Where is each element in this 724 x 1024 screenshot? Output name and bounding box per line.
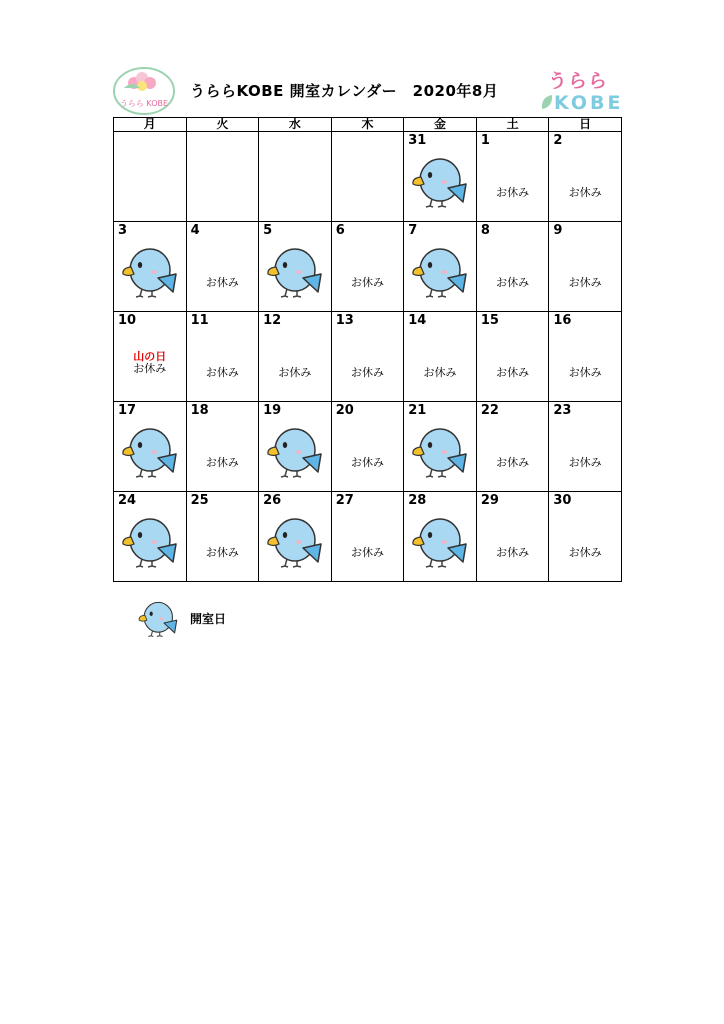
logo-left-text: うらら KOBE [119,99,169,108]
closed-label: お休み [205,546,239,559]
closed-label: お休み [350,546,384,559]
day-number: 20 [335,403,354,418]
day-cell [114,492,187,582]
day-number: 15 [480,313,499,328]
day-number: 4 [190,223,200,238]
day-cell [331,222,404,312]
closed-label: お休み [278,366,312,379]
blue-bird-icon [265,420,327,482]
blue-bird-icon [410,240,472,302]
day-cell [259,222,332,312]
closed-label: お休み [568,276,602,289]
day-cell [186,312,259,402]
closed-label: お休み [496,546,530,559]
closed-label: お休み [205,456,239,469]
day-cell [331,492,404,582]
closed-label: お休み [568,366,602,379]
closed-label: お休み [350,456,384,469]
blue-bird-icon [265,510,327,572]
day-number: 17 [118,403,137,418]
calendar-week-row [114,132,622,222]
urara-kobe-logo [536,66,624,120]
closed-label: お休み [350,276,384,289]
day-number: 31 [408,133,427,148]
day-number: 29 [480,493,499,508]
closed-label: お休み [496,456,530,469]
calendar-week-row [114,222,622,312]
day-cell [476,132,549,222]
day-number: 8 [480,223,490,238]
day-cell [549,222,622,312]
page-title: うららKOBE 開室カレンダー 2020年8月 [190,82,499,100]
weekday-sun: 日 [549,118,622,132]
weekday-fri: 金 [404,118,477,132]
day-number: 1 [480,133,490,148]
calendar-table [113,117,622,582]
day-number: 28 [408,493,427,508]
day-number: 7 [408,223,418,238]
day-number: 12 [263,313,282,328]
day-cell [476,492,549,582]
closed-label: お休み [350,366,384,379]
day-cell [114,402,187,492]
day-cell [186,132,259,222]
blue-bird-icon [410,420,472,482]
day-cell [476,312,549,402]
day-cell [404,312,477,402]
closed-label: お休み [205,276,239,289]
day-cell [404,492,477,582]
day-cell [331,312,404,402]
blue-bird-icon [120,420,182,482]
day-cell [186,402,259,492]
day-cell [549,132,622,222]
day-cell [476,222,549,312]
calendar-body [114,132,622,582]
blue-bird-icon [265,240,327,302]
day-number: 24 [118,493,137,508]
day-number: 6 [335,223,345,238]
weekday-sat: 土 [476,118,549,132]
day-number: 13 [335,313,354,328]
day-number: 10 [118,313,137,328]
day-cell [331,402,404,492]
day-number: 3 [118,223,128,238]
day-cell [114,222,187,312]
day-cell [404,402,477,492]
day-number: 18 [190,403,209,418]
leaf-icon [540,93,554,111]
day-cell [476,402,549,492]
day-number: 16 [553,313,572,328]
day-number: 9 [553,223,563,238]
day-number: 27 [335,493,354,508]
day-cell [114,312,187,402]
closed-label: お休み [568,456,602,469]
day-number: 19 [263,403,282,418]
closed-label: お休み [496,366,530,379]
closed-label: お休み [568,186,602,199]
day-cell [549,402,622,492]
closed-label: お休み [496,276,530,289]
day-number: 25 [190,493,209,508]
day-number: 21 [408,403,427,418]
closed-label: お休み [423,366,457,379]
closed-label: お休み [133,362,167,375]
day-cell [259,312,332,402]
day-cell [549,492,622,582]
urara-kobe-round-logo [112,66,176,116]
day-number: 30 [553,493,572,508]
legend-label: 開室日 [190,612,227,626]
blue-bird-icon [136,596,182,640]
blue-bird-icon [410,510,472,572]
weekday-tue: 火 [186,118,259,132]
calendar-week-row [114,312,622,402]
day-cell [259,492,332,582]
logo-kobe-text: KOBE [554,92,624,114]
closed-label: お休み [205,366,239,379]
day-cell [114,132,187,222]
day-cell [186,222,259,312]
day-cell [259,402,332,492]
day-number: 11 [190,313,209,328]
day-cell [549,312,622,402]
calendar-week-row [114,492,622,582]
blue-bird-icon [410,150,472,212]
day-number: 5 [263,223,273,238]
day-cell [259,132,332,222]
day-number: 23 [553,403,572,418]
day-number: 2 [553,133,563,148]
day-number: 14 [408,313,427,328]
blue-bird-icon [120,510,182,572]
logo-urara-text: うらら [548,70,609,92]
calendar-week-row [114,402,622,492]
weekday-mon: 月 [114,118,187,132]
weekday-header-row [114,118,622,132]
day-cell [404,222,477,312]
weekday-wed: 水 [259,118,332,132]
blue-bird-icon [120,240,182,302]
day-cell [404,132,477,222]
holiday-name: 山の日 [133,350,167,363]
closed-label: お休み [496,186,530,199]
day-cell [331,132,404,222]
day-number: 22 [480,403,499,418]
day-cell [186,492,259,582]
day-number: 26 [263,493,282,508]
weekday-thu: 木 [331,118,404,132]
closed-label: お休み [568,546,602,559]
